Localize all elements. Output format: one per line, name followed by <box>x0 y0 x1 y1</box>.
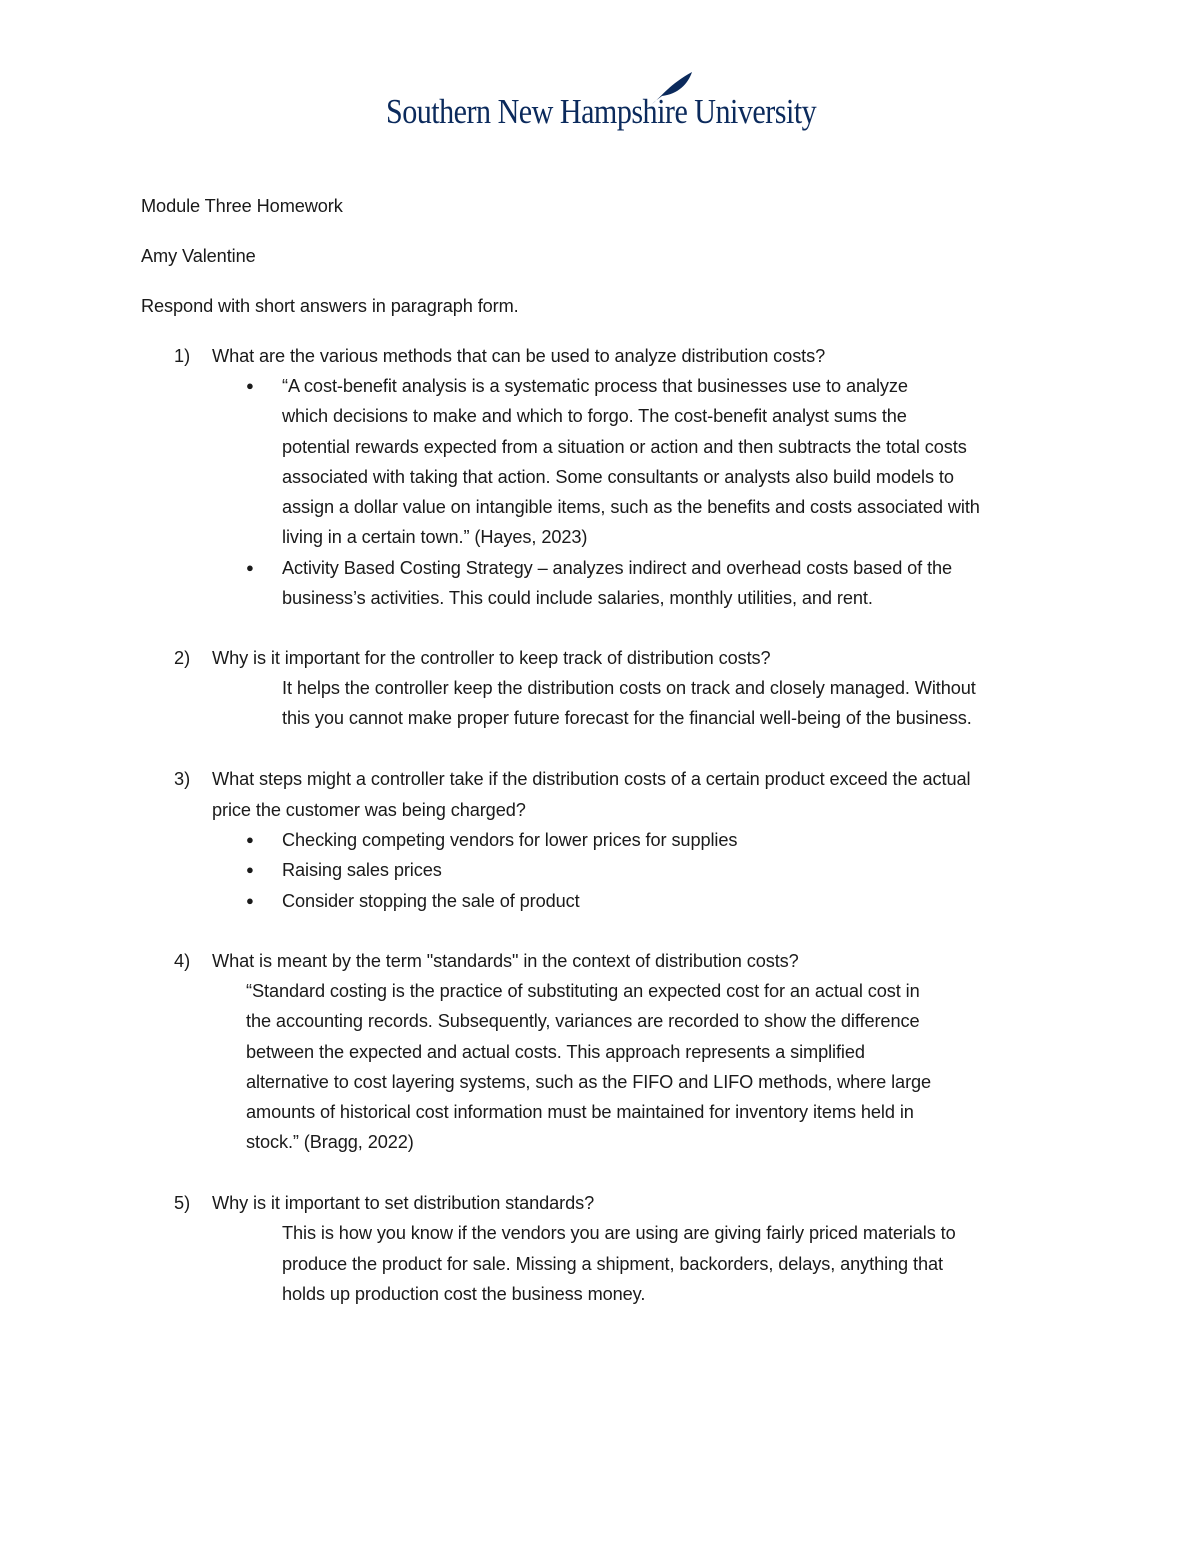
instruction-text: Respond with short answers in paragraph form. <box>141 296 519 316</box>
question-prompt: What are the various methods that can be used to analyze distribution costs? <box>212 346 826 366</box>
answer-line: “A cost-benefit analysis is a systematic process that businesses use to analyze <box>282 376 908 396</box>
answer-line: between the expected and actual costs. This approach represents a simplified <box>246 1042 865 1062</box>
answer-line: associated with taking that action. Some consultants or analysts also build models to <box>282 467 954 487</box>
author-name: Amy Valentine <box>141 246 256 266</box>
answer-line: the accounting records. Subsequently, variances are recorded to show the difference <box>246 1011 920 1031</box>
bullet-icon: ● <box>246 862 254 877</box>
answer-line: amounts of historical cost information must be maintained for inventory items held in <box>246 1102 914 1122</box>
answer-line: assign a dollar value on intangible items, such as the benefits and costs associated with <box>282 497 980 517</box>
answer-bullet: Checking competing vendors for lower prices for supplies <box>282 830 738 850</box>
answer-line: produce the product for sale. Missing a shipment, backorders, delays, anything that <box>282 1254 943 1274</box>
answer-line: which decisions to make and which to forgo. The cost-benefit analyst sums the <box>282 406 907 426</box>
answer-line: holds up production cost the business money. <box>282 1284 646 1304</box>
question-prompt: Why is it important to set distribution standards? <box>212 1193 595 1213</box>
question-prompt: What is meant by the term "standards" in the context of distribution costs? <box>212 951 799 971</box>
logo-text: Southern New Hampshire University <box>386 92 817 131</box>
answer-line: This is how you know if the vendors you are using are giving fairly priced materials to <box>282 1223 956 1243</box>
bullet-icon: ● <box>246 378 254 393</box>
answer-line: living in a certain town.” (Hayes, 2023) <box>282 527 588 547</box>
answer-line: stock.” (Bragg, 2022) <box>246 1132 414 1152</box>
question-number: 2) <box>174 648 191 668</box>
answer-line: alternative to cost layering systems, such as the FIFO and LIFO methods, where large <box>246 1072 932 1092</box>
question-number: 4) <box>174 951 191 971</box>
answer-bullet: Raising sales prices <box>282 860 442 880</box>
question-prompt: What steps might a controller take if the distribution costs of a certain product exceed the actual <box>212 769 971 789</box>
bullet-icon: ● <box>246 832 254 847</box>
answer-line: It helps the controller keep the distribution costs on track and closely managed. Without <box>282 678 976 698</box>
question-prompt: price the customer was being charged? <box>212 800 526 820</box>
answer-bullet: Consider stopping the sale of product <box>282 891 580 911</box>
answer-line: potential rewards expected from a situation or action and then subtracts the total costs <box>282 437 967 457</box>
document-title: Module Three Homework <box>141 196 343 216</box>
answer-line: “Standard costing is the practice of substituting an expected cost for an actual cost in <box>246 981 920 1001</box>
bullet-icon: ● <box>246 893 254 908</box>
bullet-icon: ● <box>246 560 254 575</box>
answer-line: business’s activities. This could include salaries, monthly utilities, and rent. <box>282 588 873 608</box>
question-number: 1) <box>174 346 191 366</box>
university-logo <box>386 70 816 140</box>
question-number: 5) <box>174 1193 191 1213</box>
question-prompt: Why is it important for the controller to keep track of distribution costs? <box>212 648 771 668</box>
answer-line: this you cannot make proper future forecast for the financial well-being of the business. <box>282 708 972 728</box>
answer-line: Activity Based Costing Strategy – analyzes indirect and overhead costs based of the <box>282 558 953 578</box>
question-number: 3) <box>174 769 191 789</box>
